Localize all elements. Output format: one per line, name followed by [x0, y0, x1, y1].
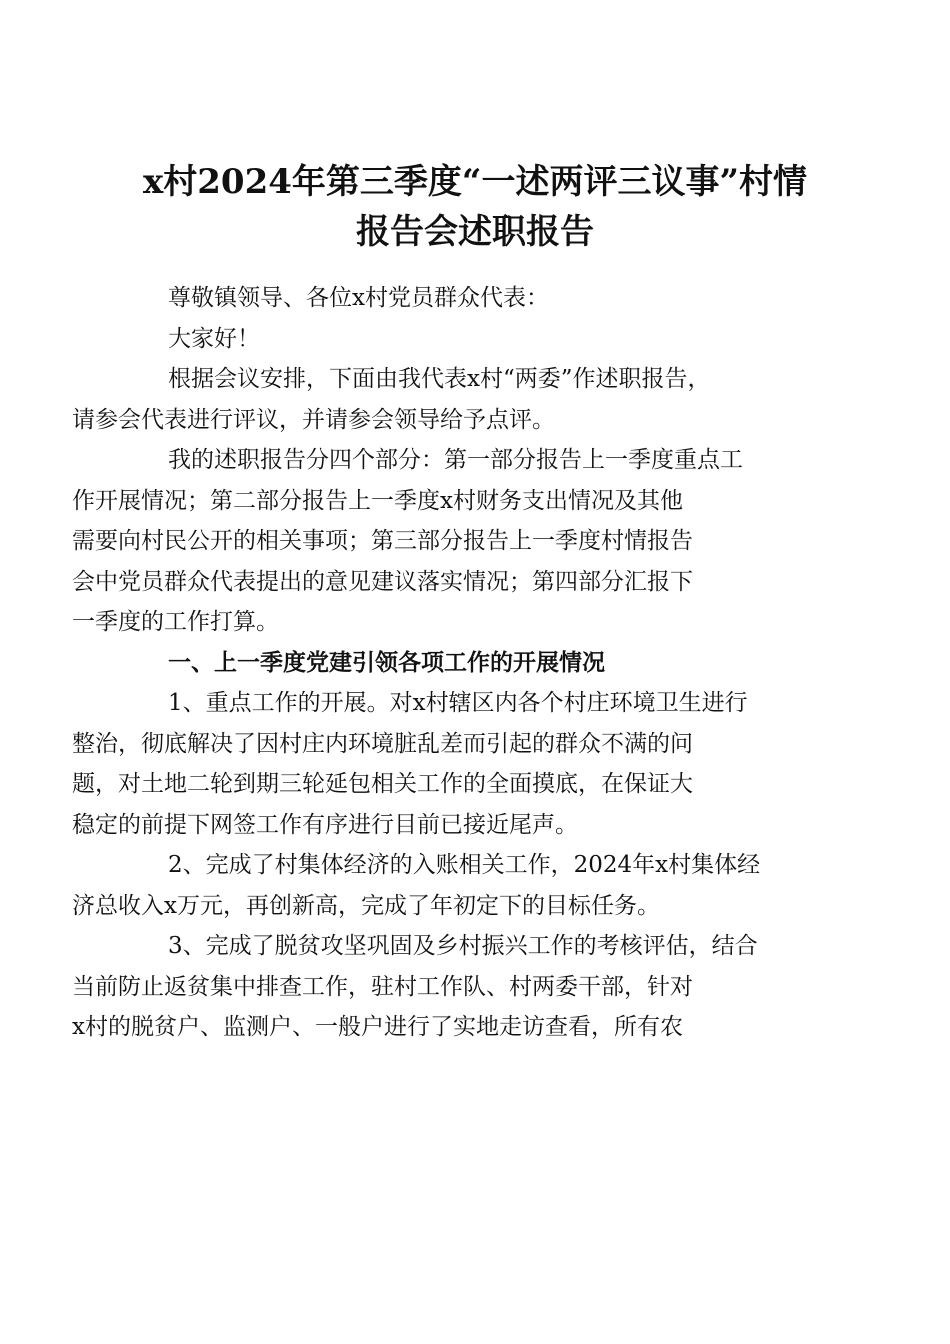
document-title	[60, 157, 890, 257]
text-line: 一季度的工作打算。	[72, 609, 279, 635]
title-line-1: x村2024年第三季度“一述两评三议事”村情	[142, 161, 807, 202]
salutation	[120, 278, 825, 319]
text-line: x村的脱贫户、监测户、一般户进行了实地走访查看，所有农	[72, 1014, 683, 1040]
text-line: 大家好！	[168, 325, 260, 352]
intro-paragraph	[72, 359, 825, 440]
text-line: 根据会议安排，下面由我代表x村“两委”作述职报告，	[168, 366, 711, 392]
structure-paragraph	[72, 440, 825, 643]
title-line-2: 报告会述职报告	[356, 211, 594, 252]
text-line: 济总收入x万元，再创新高，完成了年初定下的目标任务。	[72, 892, 660, 919]
text-line: 需要向村民公开的相关事项；第三部分报告上一季度村情报告	[72, 528, 693, 554]
item-2-paragraph	[72, 845, 825, 926]
item-3-paragraph	[72, 926, 825, 1048]
text-line: 作开展情况；第二部分报告上一季度x村财务支出情况及其他	[72, 487, 683, 514]
text-line: 尊敬镇领导、各位x村党员群众代表：	[168, 285, 549, 311]
text-line: 我的述职报告分四个部分：第一部分报告上一季度重点工	[168, 447, 743, 473]
text-line: 2、完成了村集体经济的入账相关工作，2024年x村集体经	[168, 852, 761, 878]
text-line: 当前防止返贫集中排查工作，驻村工作队、村两委干部，针对	[72, 973, 693, 1000]
text-line: 请参会代表进行评议，并请参会领导给予点评。	[72, 406, 555, 433]
item-1-paragraph	[72, 683, 825, 845]
text-line: 3、完成了脱贫攻坚巩固及乡村振兴工作的考核评估，结合	[168, 933, 758, 959]
text-line: 整治，彻底解决了因村庄内环境脏乱差而引起的群众不满的问	[72, 730, 693, 757]
greeting	[120, 319, 825, 360]
text-line: 1、重点工作的开展。对x村辖区内各个村庄环境卫生进行	[168, 690, 748, 716]
text-line: 稳定的前提下网签工作有序进行目前已接近尾声。	[72, 811, 578, 838]
text-line: 会中党员群众代表提出的意见建议落实情况；第四部分汇报下	[72, 568, 693, 595]
text-line: 题，对土地二轮到期三轮延包相关工作的全面摸底，在保证大	[72, 771, 693, 797]
section-heading-1	[120, 643, 825, 684]
heading-text: 一、上一季度党建引领各项工作的开展情况	[168, 649, 605, 676]
document-body	[72, 278, 825, 1048]
